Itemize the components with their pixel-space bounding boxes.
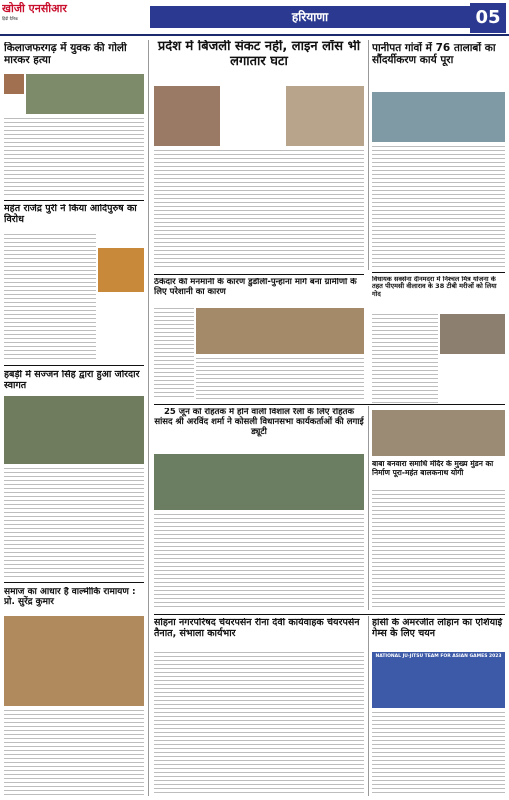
story-headline: हांसी के अमरजीत लोहान का एशियाई गेम्स के लिए चयन (372, 618, 503, 639)
story-headline: पानीपत गांवों में 76 तालाबों का सौंदर्यीकरण कार्य पूरा (372, 42, 496, 67)
story-photo (154, 454, 364, 510)
banner-text: NATIONAL JU-JITSU TEAM FOR ASIAN GAMES 2023 (375, 654, 502, 659)
story-headline: 25 जून को रोहतक में होने वाली विशाल रैली के लिए रोहतक सांसद श्री अरविंद शर्मा ने कोसली विधानसभा कार्यकर्ताओं की लगाई ड्यूटी (154, 408, 364, 437)
column-separator (368, 40, 369, 270)
story-photo (440, 314, 505, 354)
divider (4, 582, 144, 583)
divider (154, 404, 505, 405)
column-separator (148, 40, 149, 796)
story-body (4, 468, 144, 578)
story-headline: सोहना नगरपरिषद चेयरपर्सन रीना देवी कार्यवाहक चेयरपर्सन तैनात, संभाला कार्यभार (154, 618, 360, 639)
newspaper-logo (2, 2, 152, 34)
story-photo (372, 410, 505, 456)
story-body (4, 234, 96, 360)
divider (4, 200, 144, 201)
story-headline: विधायक सक्सेना दीनमदरा में निश्चल मित्र योजना के तहत पीएमसी वीलाराव के 38 टीबी मरीजों को लिया गोद (372, 276, 497, 298)
story-photo (372, 92, 505, 142)
story-headline: बाबा बनवारा समाधि मंदिर के मुख्य मुंडन का निर्माण पूरा-महंत बालकनाथ योगी (372, 460, 494, 477)
divider (372, 272, 505, 273)
story-headline: हबड़ी में सज्जन सिंह द्वारा हुआ जोरदार स्वागत (4, 370, 140, 391)
story-body (372, 490, 505, 610)
story-body (196, 358, 364, 400)
story-body (154, 652, 364, 796)
story-photo (98, 248, 144, 292)
story-photo (286, 86, 364, 146)
story-photo (196, 308, 364, 354)
section-title: हरियाणा (150, 6, 470, 28)
column-separator (368, 406, 369, 610)
story-body (4, 710, 144, 796)
banner-photo (372, 652, 505, 708)
divider (4, 365, 144, 366)
brand-name: खोजी एनसीआर (2, 2, 67, 15)
column-separator (368, 616, 369, 796)
story-headline: समाज का आधार है वाल्मीकि रामायण : प्रो. सुरेंद्र कुमार (4, 587, 136, 608)
story-body (4, 118, 144, 198)
divider (154, 274, 364, 275)
story-photo (26, 74, 144, 114)
story-body (154, 514, 364, 610)
story-photo (154, 86, 220, 146)
story-body (372, 314, 438, 404)
story-photo (4, 74, 24, 94)
brand-subtitle: हिंदी दैनिक (2, 16, 19, 21)
story-body (154, 308, 194, 400)
divider (154, 614, 505, 615)
story-body (372, 712, 505, 796)
story-body (154, 150, 364, 270)
story-photo (4, 616, 144, 706)
story-headline: महंत राजेंद्र पुरी ने किया आदिपुरुष का विरोध (4, 204, 137, 225)
story-headline: ठेकेदार की मनमानी के कारण डुडौली-पुन्हाना मार्ग बना ग्रामीणों के लिए परेशानी का कारण (154, 278, 357, 297)
page-number: 05 (470, 3, 506, 33)
story-photo (4, 396, 144, 464)
story-body (372, 146, 505, 270)
story-headline: किलाजफरगढ़ में युवक की गोली मारकर हत्या (4, 42, 127, 67)
lead-headline: प्रदेश में बिजली संकट नहीं, लाइन लॉस भी लगातार घटा (157, 40, 361, 69)
